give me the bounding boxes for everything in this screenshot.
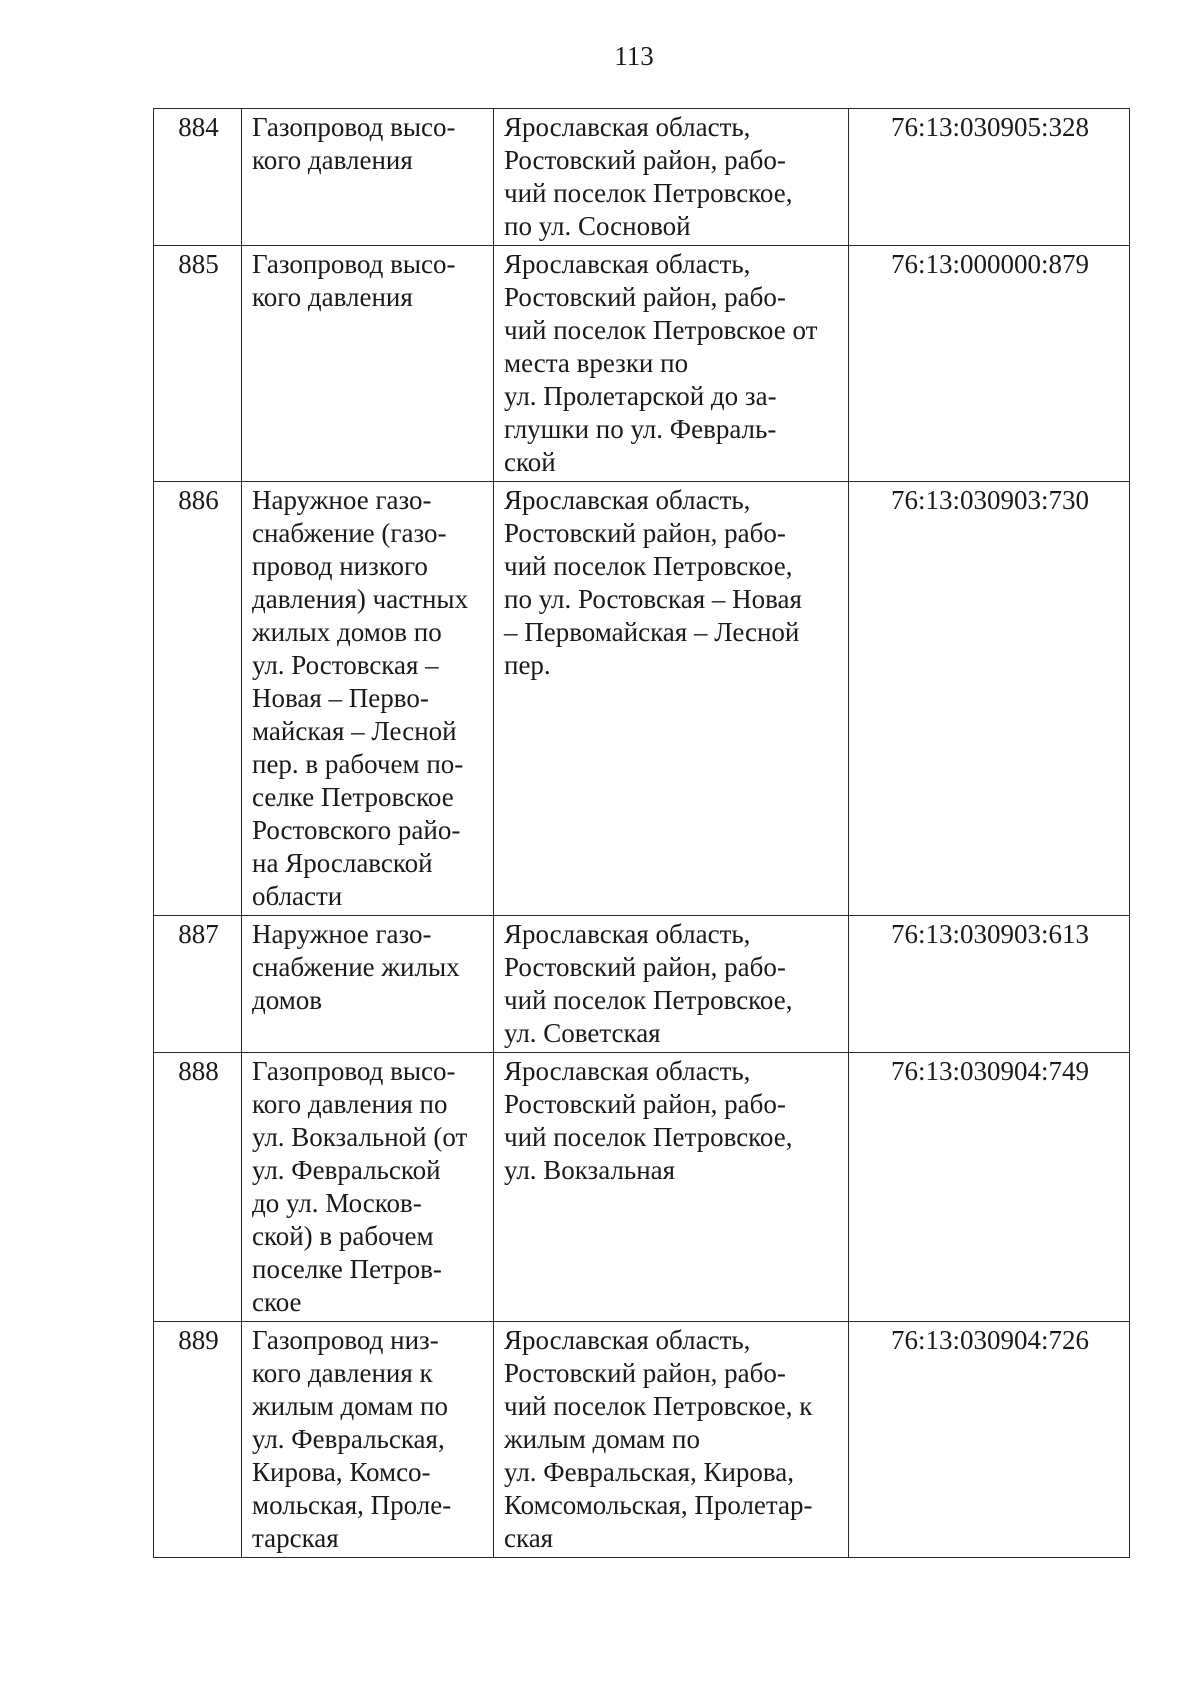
page-number: 113 [614, 41, 654, 71]
row-number-cell: 884 [154, 109, 242, 246]
table-row [154, 1053, 1130, 1322]
row-number-cell: 887 [154, 916, 242, 1053]
address-cell: Ярославская область, Ростовский район, рабо- чий поселок Петровское, по ул. Ростовская – Новая – Первомайская – Лесной пер. [494, 482, 849, 916]
object-name-cell: Наружное газо- снабжение жилых домов [242, 916, 494, 1053]
row-number-cell: 889 [154, 1322, 242, 1558]
cadastral-number-cell: 76:13:030903:730 [849, 482, 1130, 916]
address-cell: Ярославская область, Ростовский район, рабо- чий поселок Петровское, ул. Вокзальная [494, 1053, 849, 1322]
cadastral-number-cell: 76:13:030904:726 [849, 1322, 1130, 1558]
table-row [154, 482, 1130, 916]
address-cell: Ярославская область, Ростовский район, рабо- чий поселок Петровское, к жилым домам по ул. Февральская, Кирова, Комсомольская, Пролетар- ская [494, 1322, 849, 1558]
property-registry-table [153, 108, 1130, 1558]
object-name-cell: Газопровод высо- кого давления [242, 109, 494, 246]
address-cell: Ярославская область, Ростовский район, рабо- чий поселок Петровское, по ул. Сосновой [494, 109, 849, 246]
table-row [154, 916, 1130, 1053]
object-name-cell: Газопровод высо- кого давления по ул. Вокзальной (от ул. Февральской до ул. Москов- ской) в рабочем поселке Петров- ское [242, 1053, 494, 1322]
cadastral-number-cell: 76:13:030905:328 [849, 109, 1130, 246]
cadastral-number-cell: 76:13:030903:613 [849, 916, 1130, 1053]
object-name-cell: Наружное газо- снабжение (газо- провод низкого давления) частных жилых домов по ул. Ростовская – Новая – Перво- майская – Лесной пер. в рабочем по- селке Петровское Ростовского райо- на Ярославской области [242, 482, 494, 916]
object-name-cell: Газопровод низ- кого давления к жилым домам по ул. Февральская, Кирова, Комсо- мольская, Проле- тарская [242, 1322, 494, 1558]
address-cell: Ярославская область, Ростовский район, рабо- чий поселок Петровское от места врезки по ул. Пролетарской до за- глушки по ул. Февраль- ской [494, 246, 849, 482]
cadastral-number-cell: 76:13:030904:749 [849, 1053, 1130, 1322]
row-number-cell: 886 [154, 482, 242, 916]
object-name-cell: Газопровод высо- кого давления [242, 246, 494, 482]
row-number-cell: 885 [154, 246, 242, 482]
row-number-cell: 888 [154, 1053, 242, 1322]
table-row [154, 109, 1130, 246]
table-row [154, 1322, 1130, 1558]
address-cell: Ярославская область, Ростовский район, рабо- чий поселок Петровское, ул. Советская [494, 916, 849, 1053]
cadastral-number-cell: 76:13:000000:879 [849, 246, 1130, 482]
table-row [154, 246, 1130, 482]
